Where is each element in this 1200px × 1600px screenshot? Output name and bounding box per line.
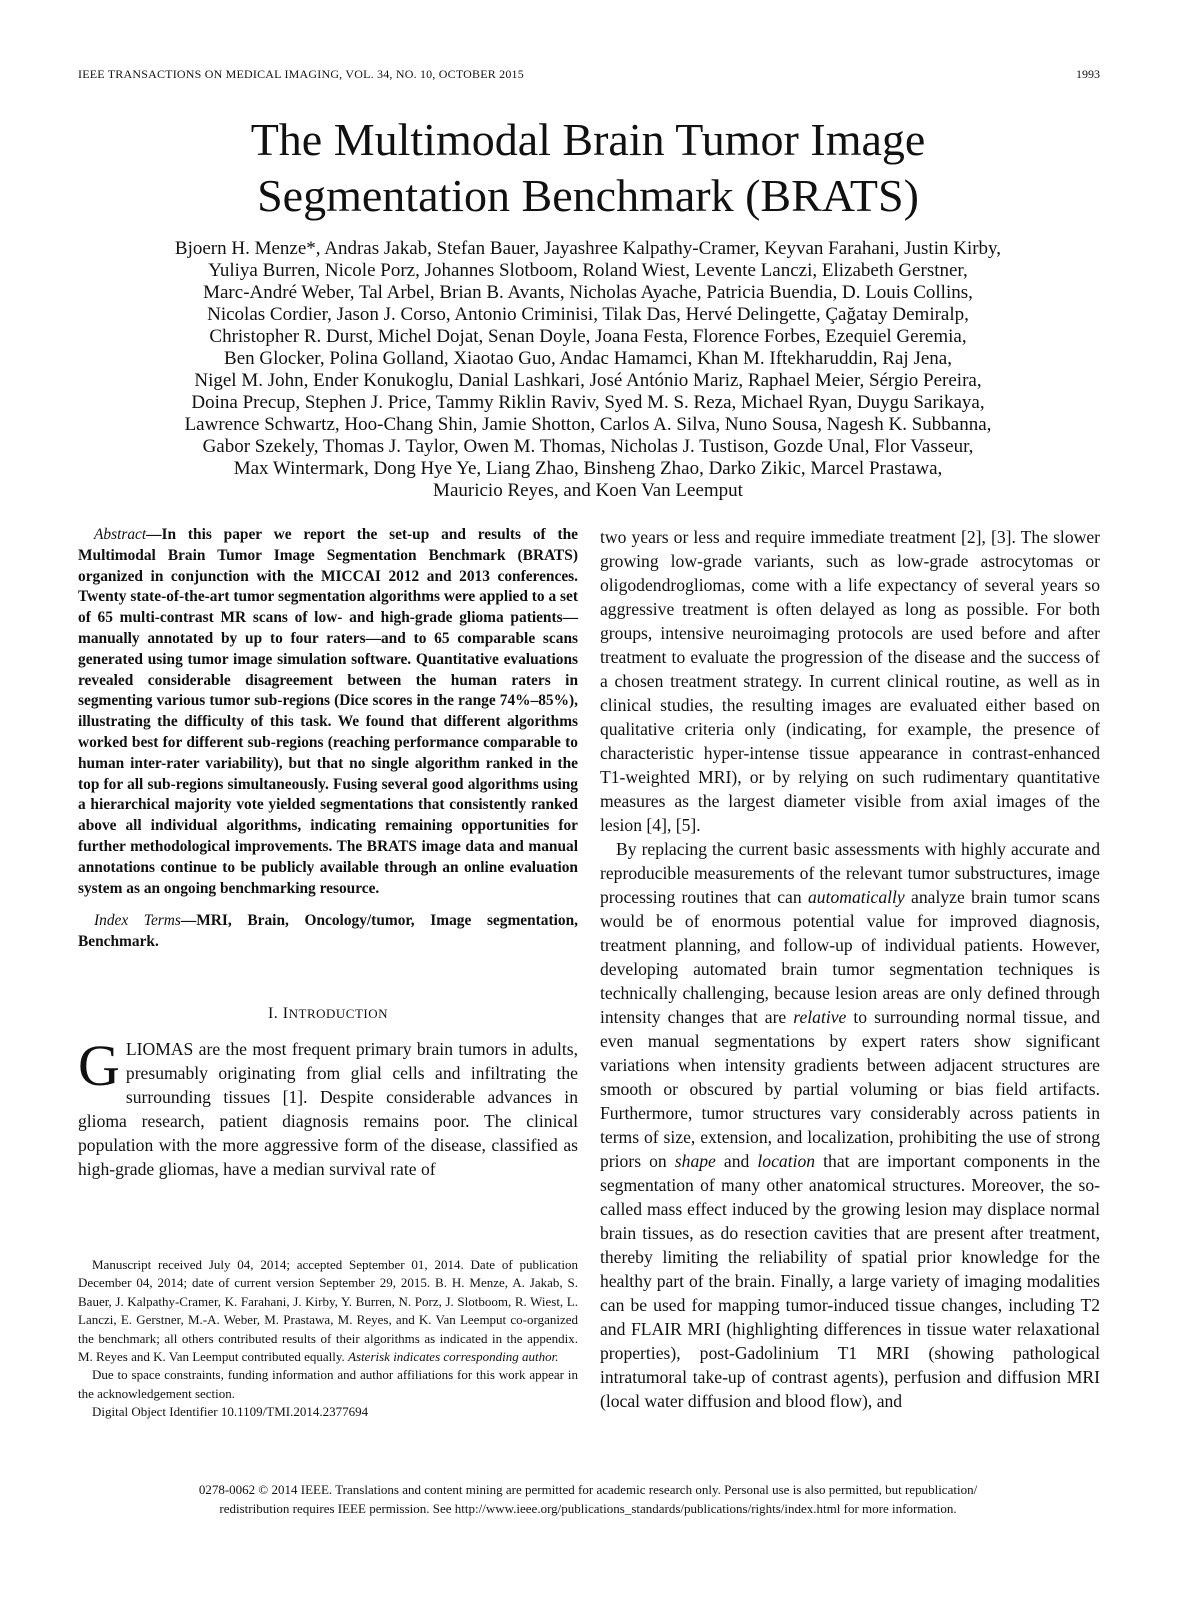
footer-line-2: redistribution requires IEEE permission. See http://www.ieee.org/publications_standards/publications/rights/index.html for more information.	[219, 1501, 957, 1516]
author-line: Nigel M. John, Ender Konukoglu, Danial Lashkari, José António Mariz, Raphael Meier, Sérgio Pereira,	[194, 370, 982, 391]
paper-title	[0, 112, 1176, 224]
section-heading-initial: I	[282, 1004, 289, 1022]
abstract-lead: Abstract	[94, 526, 147, 543]
author-line: Yuliya Burren, Nicole Porz, Johannes Slotboom, Roland Wiest, Levente Lanczi, Elizabeth Gerstner,	[208, 260, 968, 281]
para2-part-e: that are important components in the segmentation of many other anatomical structures. Moreover, the so-called mass effect induced by the growing lesion may displace normal brain tissues, as do resection cavities that are present after treatment, thereby limiting the reliability of spatial prior knowledge for the healthy part of the brain. Finally, a large variety of imaging modalities can be used for mapping tumor-induced tissue changes, including T2 and FLAIR MRI (highlighting differences in tissue water relaxational properties), post-Gadolinium T1 MRI (showing pathological intratumoral take-up of contrast agents), perfusion and diffusion MRI (local water diffusion and blood flow), and	[600, 1151, 1101, 1411]
index-terms-lead: Index Terms	[94, 912, 181, 930]
section-heading-rest: NTRODUCTION	[288, 1005, 389, 1021]
author-list	[80, 238, 1096, 502]
footnote-space: Due to space constraints, funding information and author affiliations for this work appear in the acknowledgement section.	[78, 1367, 578, 1401]
author-line: Gabor Szekely, Thomas J. Taylor, Owen M. Thomas, Nicholas J. Tustison, Gozde Unal, Flor Vasseur,	[202, 436, 974, 457]
footnote-asterisk: Asterisk indicates corresponding author.	[348, 1349, 559, 1365]
right-paragraph-1: two years or less and require immediate treatment [2], [3]. The slower growing low-grade variants, such as low-grade astrocytomas or oligodendrogliomas, come with a life expectancy of several years so aggressive treatment is often delayed as long as possible. For both groups, intensive neuroimaging protocols are used before and after treatment to evaluate the progression of the disease and the success of a chosen treatment strategy. In current clinical routine, as well as in clinical studies, the resulting images are evaluated either based on qualitative criteria only (indicating, for example, the presence of characteristic hyper-intense tissue appearance in contrast-enhanced T1-weighted MRI), or by relying on such rudimentary quantitative measures as the largest diameter visible from axial images of the lesion [4], [5].	[600, 527, 1100, 835]
page-number: 1993	[1076, 67, 1100, 81]
abstract-text: —In this paper we report the set-up and results of the Multimodal Brain Tumor Image Segmentation Benchmark (BRATS) organized in conjunction with the MICCAI 2012 and 2013 conferences. Twenty state-of-the-art tumor segmentation algorithms were applied to a set of 65 multi-contrast MR scans of low- and high-grade glioma patients—manually annotated by up to four raters—and to 65 comparable scans generated using tumor image simulation software. Quantitative evaluations revealed considerable disagreement between the human raters in segmenting various tumor sub-regions (Dice scores in the range 74%–85%), illustrating the difficulty of this task. We found that different algorithms worked best for different sub-regions (reaching performance comparable to human inter-rater variability), but that no single algorithm ranked in the top for all sub-regions simultaneously. Fusing several good algorithms using a hierarchical majority vote yielded segmentations that consistently ranked above all individual algorithms, indicating remaining opportunities for further methodological improvements. The BRATS image data and manual annotations continue to be publicly available through an online evaluation system as an ongoing benchmarking resource.	[78, 526, 578, 897]
intro-paragraph-text: LIOMAS are the most frequent primary brain tumors in adults, presumably originating from glial cells and infiltrating the surrounding tissues [1]. Despite considerable advances in glioma research, patient diagnosis remains poor. The clinical population with the more aggressive form of the disease, classified as high-grade gliomas, have a median survival rate of	[78, 1038, 578, 1179]
footnotes	[78, 1256, 578, 1422]
index-terms	[78, 911, 578, 953]
intro-paragraph	[78, 1032, 578, 1181]
section-heading-introduction	[78, 1005, 578, 1023]
running-header: IEEE TRANSACTIONS ON MEDICAL IMAGING, VOL. 34, NO. 10, OCTOBER 2015	[78, 67, 524, 81]
right-column	[600, 525, 1100, 1413]
para2-part-a: By replacing the current basic assessments with highly accurate and reproducible measurements of the relevant tumor substructures, image processing routines that can	[600, 839, 1100, 907]
author-line: Mauricio Reyes, and Koen Van Leemput	[433, 480, 743, 501]
section-numeral: I.	[267, 1004, 279, 1022]
para2-emphasis-relative: relative	[793, 1007, 847, 1027]
author-line: Nicolas Cordier, Jason J. Corso, Antonio Criminisi, Tilak Das, Hervé Delingette, Çağatay Demiralp,	[207, 304, 969, 325]
footer-line-1: 0278-0062 © 2014 IEEE. Translations and content mining are permitted for academic research only. Personal use is also permitted, but republication/	[198, 1482, 978, 1497]
author-line: Marc-André Weber, Tal Arbel, Brian B. Avants, Nicholas Ayache, Patricia Buendia, D. Louis Collins,	[203, 282, 973, 303]
para2-part-d: and	[715, 1151, 758, 1171]
footnote-manuscript	[78, 1256, 578, 1366]
title-line-2: Segmentation Benchmark (BRATS)	[257, 170, 919, 221]
author-line: Max Wintermark, Dong Hye Ye, Liang Zhao, Binsheng Zhao, Darko Zikic, Marcel Prastawa,	[233, 458, 943, 479]
para2-part-c: to surrounding normal tissue, and even manual segmentations by expert raters show significant variations when intensity gradients between adjacent structures are smooth or obscured by partial voluming or bias field artifacts. Furthermore, tumor structures vary considerably across patients in terms of size, extension, and localization, prohibiting the use of strong priors on	[600, 1007, 1100, 1171]
author-line: Christopher R. Durst, Michel Dojat, Senan Doyle, Joana Festa, Florence Forbes, Ezequiel Geremia,	[209, 326, 967, 347]
para2-emphasis-automatically: automatically	[807, 887, 905, 907]
para2-part-b: analyze brain tumor scans would be of enormous potential value for improved diagnosis, treatment planning, and follow-up of individual patients. However, developing automated brain tumor segmentation techniques is technically challenging, because lesion areas are only defined through intensity changes that are	[600, 887, 1100, 1027]
abstract	[78, 525, 578, 899]
copyright-footer	[0, 1480, 1176, 1518]
author-line: Lawrence Schwartz, Hoo-Chang Shin, Jamie Shotton, Carlos A. Silva, Nuno Sousa, Nagesh K. Subbanna,	[184, 414, 992, 435]
drop-cap: G	[78, 1032, 120, 1098]
title-line-1: The Multimodal Brain Tumor Image	[250, 114, 926, 165]
para2-emphasis-location: location	[757, 1151, 816, 1171]
left-column	[78, 525, 578, 1181]
author-line: Ben Glocker, Polina Golland, Xiaotao Guo, Andac Hamamci, Khan M. Iftekharuddin, Raj Jena,	[224, 348, 952, 369]
para2-emphasis-shape: shape	[674, 1151, 716, 1171]
footnote-doi: Digital Object Identifier 10.1109/TMI.2014.2377694	[92, 1404, 369, 1420]
author-line: Doina Precup, Stephen J. Price, Tammy Riklin Raviv, Syed M. S. Reza, Michael Ryan, Duygu Sarikaya,	[191, 392, 985, 413]
author-line: Bjoern H. Menze*, Andras Jakab, Stefan Bauer, Jayashree Kalpathy-Cramer, Keyvan Farahani, Justin Kirby,	[174, 238, 1002, 259]
right-paragraph-2	[600, 837, 1100, 1413]
footnote-manuscript-text: Manuscript received July 04, 2014; accepted September 01, 2014. Date of publication December 04, 2014; date of current version September 29, 2015. B. H. Menze, A. Jakab, S. Bauer, J. Kalpathy-Cramer, K. Farahani, J. Kirby, Y. Burren, N. Porz, J. Slotboom, R. Wiest, L. Lanczi, E. Gerstner, M.-A. Weber, M. Prastawa, M. Reyes, and K. Van Leemput co-organized the benchmark; all others contributed results of their algorithms as indicated in the appendix. M. Reyes and K. Van Leemput contributed equally.	[78, 1257, 578, 1365]
index-terms-text: —MRI, Brain, Oncology/tumor, Image segmentation, Benchmark.	[78, 912, 578, 951]
